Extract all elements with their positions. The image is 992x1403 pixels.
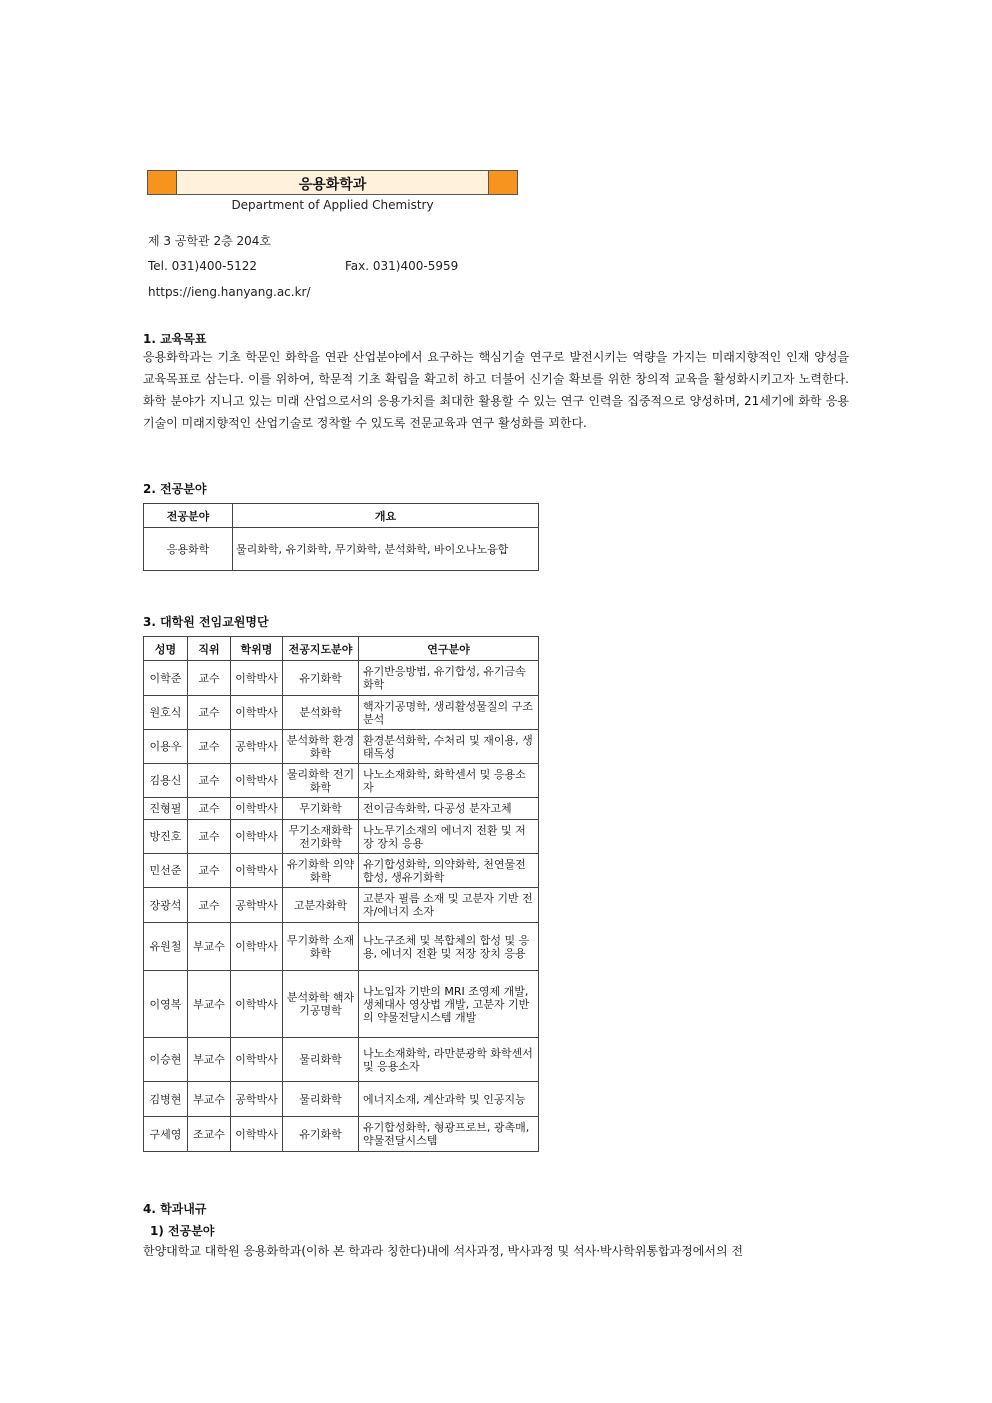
faculty-position: 교수 [188, 764, 231, 798]
faculty-research-field: 환경분석화학, 수처리 및 재이용, 생태독성 [359, 730, 539, 764]
faculty-research-field: 나노무기소재의 에너지 전환 및 저장 장치 응용 [359, 820, 539, 854]
header-cell: 전공분야 [144, 504, 233, 528]
table-row [144, 971, 539, 1038]
section1-heading: 1. 교육목표 [143, 332, 207, 346]
faculty-advising-field: 무기소재화학 전기화학 [283, 820, 359, 854]
faculty-degree: 공학박사 [231, 730, 283, 764]
banner-accent-right [488, 171, 517, 194]
faculty-degree: 이학박사 [231, 764, 283, 798]
faculty-degree: 이학박사 [231, 1117, 283, 1152]
faculty-research-field: 에너지소재, 계산과학 및 인공지능 [359, 1082, 539, 1117]
faculty-degree: 이학박사 [231, 854, 283, 888]
header-cell: 개요 [233, 504, 539, 528]
faculty-research-field: 고분자 필름 소재 및 고분자 기반 전자/에너지 소자 [359, 888, 539, 923]
faculty-position: 교수 [188, 888, 231, 923]
faculty-degree: 이학박사 [231, 661, 283, 696]
faculty-position: 교수 [188, 696, 231, 730]
faculty-name: 구세영 [144, 1117, 188, 1152]
tel-number: Tel. 031)400-5122 [148, 259, 257, 273]
faculty-degree: 공학박사 [231, 1082, 283, 1117]
table-row [144, 1038, 539, 1082]
table-row [144, 661, 539, 696]
faculty-position: 교수 [188, 854, 231, 888]
faculty-position: 교수 [188, 661, 231, 696]
faculty-name: 민선준 [144, 854, 188, 888]
section4-subheading: 1) 전공분야 [150, 1224, 215, 1238]
faculty-degree: 이학박사 [231, 971, 283, 1038]
table-header-row [144, 637, 539, 661]
faculty-research-field: 나노소재화학, 화학센서 및 응용소자 [359, 764, 539, 798]
faculty-advising-field: 물리화학 [283, 1038, 359, 1082]
faculty-research-field: 유기합성화학, 의약화학, 천연물전합성, 생유기화학 [359, 854, 539, 888]
faculty-table [143, 636, 539, 1152]
table-row [144, 798, 539, 820]
title-banner [147, 170, 518, 195]
header-cell: 학위명 [231, 637, 283, 661]
major-table [143, 503, 539, 571]
faculty-advising-field: 분석화학 환경화학 [283, 730, 359, 764]
department-title: 응용화학과 [298, 177, 367, 193]
website-link[interactable]: https://ieng.hanyang.ac.kr/ [148, 285, 311, 299]
faculty-position: 부교수 [188, 923, 231, 971]
faculty-research-field: 나노구조체 및 복합체의 합성 및 응용, 에너지 전환 및 저장 장치 응용 [359, 923, 539, 971]
faculty-degree: 이학박사 [231, 820, 283, 854]
faculty-position: 부교수 [188, 1038, 231, 1082]
faculty-position: 교수 [188, 730, 231, 764]
faculty-advising-field: 무기화학 [283, 798, 359, 820]
section2-heading: 2. 전공분야 [143, 482, 207, 496]
table-row [144, 854, 539, 888]
faculty-name: 이영복 [144, 971, 188, 1038]
fax-number: Fax. 031)400-5959 [345, 259, 459, 273]
faculty-degree: 이학박사 [231, 798, 283, 820]
faculty-name: 김병현 [144, 1082, 188, 1117]
faculty-degree: 이학박사 [231, 923, 283, 971]
faculty-degree: 공학박사 [231, 888, 283, 923]
table-row [144, 528, 539, 571]
faculty-degree: 이학박사 [231, 1038, 283, 1082]
faculty-research-field: 유기합성화학, 형광프로브, 광촉매, 약물전달시스템 [359, 1117, 539, 1152]
section1-body: 응용화학과는 기초 학문인 화학을 연관 산업분야에서 요구하는 핵심기술 연구로 발전시키는 역량을 가지는 미래지향적인 인재 양성을 교육목표로 삼는다. 이를 위하여, 학문적 기초 확립을 확고히 하고 더불어 신기술 확보를 위한 창의적 교육을 활성화시키고자 노력한다. 화학 분야가 지니고 있는 미래 산업으로서의 응용가치를 최대한 활용할 수 있는 연구 인력을 집중적으로 양성하며, 21세기에 화학 응용기술이 미래지향적인 산업기술로 정착할 수 있도록 전문교육과 연구 활성화를 꾀한다. [143, 350, 849, 430]
contact-line [148, 259, 459, 273]
section4-heading: 4. 학과내규 [143, 1202, 207, 1216]
header-cell: 전공지도분야 [283, 637, 359, 661]
table-row [144, 1082, 539, 1117]
header-cell: 연구분야 [359, 637, 539, 661]
faculty-name: 원호식 [144, 696, 188, 730]
faculty-research-field: 핵자기공명학, 생리활성물질의 구조분석 [359, 696, 539, 730]
header-cell: 직위 [188, 637, 231, 661]
faculty-name: 이학준 [144, 661, 188, 696]
faculty-name: 이용우 [144, 730, 188, 764]
faculty-advising-field: 유기화학 [283, 1117, 359, 1152]
faculty-advising-field: 물리화학 [283, 1082, 359, 1117]
table-row [144, 696, 539, 730]
header-cell: 성명 [144, 637, 188, 661]
faculty-research-field: 유기반응방법, 유기합성, 유기금속화학 [359, 661, 539, 696]
faculty-research-field: 전이금속화학, 다공성 분자고체 [359, 798, 539, 820]
major-overview: 물리화학, 유기화학, 무기화학, 분석화학, 바이오나노융합 [233, 528, 539, 571]
table-row [144, 820, 539, 854]
faculty-research-field: 나노입자 기반의 MRI 조영제 개발, 생체대사 영상법 개발, 고분자 기반의 약물전달시스템 개발 [359, 971, 539, 1038]
faculty-advising-field: 물리화학 전기화학 [283, 764, 359, 798]
faculty-position: 교수 [188, 820, 231, 854]
faculty-name: 장광석 [144, 888, 188, 923]
table-row [144, 888, 539, 923]
faculty-name: 유원철 [144, 923, 188, 971]
faculty-name: 방진호 [144, 820, 188, 854]
department-subtitle: Department of Applied Chemistry [231, 198, 434, 212]
section4-body: 한양대학교 대학원 응용화학과(이하 본 학과라 칭한다)내에 석사과정, 박사과정 및 석사·박사학위통합과정에서의 전 [143, 1244, 743, 1258]
faculty-position: 부교수 [188, 971, 231, 1038]
faculty-name: 진형필 [144, 798, 188, 820]
faculty-name: 이승현 [144, 1038, 188, 1082]
faculty-advising-field: 유기화학 [283, 661, 359, 696]
major-name: 응용화학 [144, 528, 233, 571]
table-row [144, 730, 539, 764]
faculty-position: 부교수 [188, 1082, 231, 1117]
faculty-degree: 이학박사 [231, 696, 283, 730]
faculty-advising-field: 분석화학 핵자기공명학 [283, 971, 359, 1038]
faculty-advising-field: 분석화학 [283, 696, 359, 730]
address: 제 3 공학관 2층 204호 [148, 234, 271, 248]
section3-heading: 3. 대학원 전임교원명단 [143, 615, 269, 629]
faculty-research-field: 나노소재화학, 라만분광학 화학센서 및 응용소자 [359, 1038, 539, 1082]
faculty-advising-field: 고분자화학 [283, 888, 359, 923]
table-row [144, 764, 539, 798]
faculty-advising-field: 무기화학 소재화학 [283, 923, 359, 971]
faculty-position: 조교수 [188, 1117, 231, 1152]
table-header-row [144, 504, 539, 528]
table-row [144, 923, 539, 971]
table-row [144, 1117, 539, 1152]
faculty-position: 교수 [188, 798, 231, 820]
faculty-name: 김용신 [144, 764, 188, 798]
faculty-advising-field: 유기화학 의약화학 [283, 854, 359, 888]
